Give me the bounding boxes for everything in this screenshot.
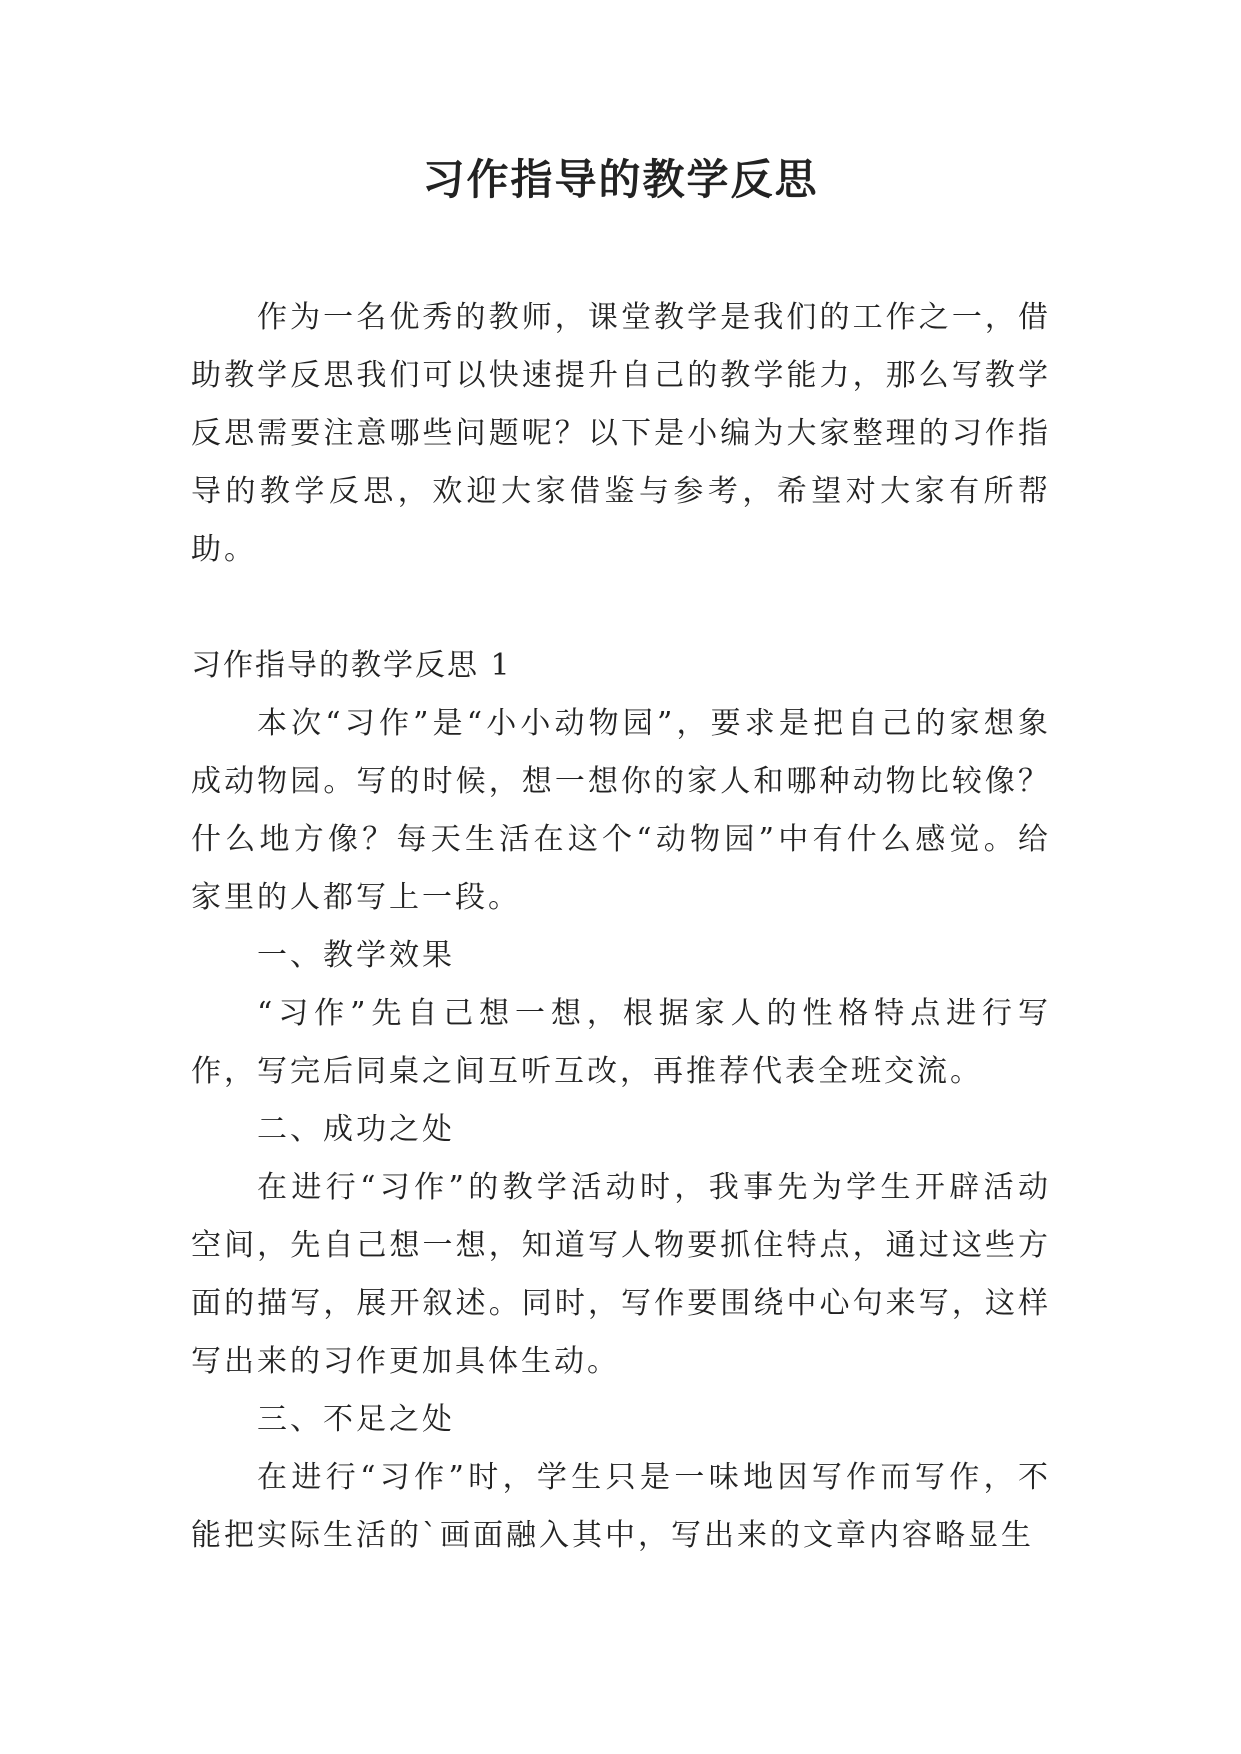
paragraph-teaching-effect: “习作”先自己想一想，根据家人的性格特点进行写作，写完后同桌之间互听互改，再推荐代表全班交流。 xyxy=(191,996,1051,1089)
document-body xyxy=(191,289,1051,1565)
subheading-successes: 二、成功之处 xyxy=(257,1112,455,1147)
paragraph-assignment: 本次“习作”是“小小动物园”，要求是把自己的家想象成动物园。写的时候，想一想你的家人和哪种动物比较像？什么地方像？每天生活在这个“动物园”中有什么感觉。给家里的人都写上一段。 xyxy=(191,706,1051,915)
paragraph-successes: 在进行“习作”的教学活动时，我事先为学生开辟活动空间，先自己想一想，知道写人物要抓住特点，通过这些方面的描写，展开叙述。同时，写作要围绕中心句来写，这样写出来的习作更加具体生动。 xyxy=(191,1170,1051,1379)
document-title: 习作指导的教学反思 xyxy=(422,155,819,204)
subheading-teaching-effect: 一、教学效果 xyxy=(257,938,455,973)
section-heading: 习作指导的教学反思 1 xyxy=(191,648,512,683)
subheading-shortcomings: 三、不足之处 xyxy=(257,1402,455,1437)
paragraph-shortcomings: 在进行“习作”时，学生只是一味地因写作而写作，不能把实际生活的`画面融入其中，写出来的文章内容略显生 xyxy=(191,1460,1051,1553)
intro-paragraph: 作为一名优秀的教师，课堂教学是我们的工作之一，借助教学反思我们可以快速提升自己的教学能力，那么写教学反思需要注意哪些问题呢？以下是小编为大家整理的习作指导的教学反思，欢迎大家借鉴与参考，希望对大家有所帮助。 xyxy=(191,300,1051,567)
